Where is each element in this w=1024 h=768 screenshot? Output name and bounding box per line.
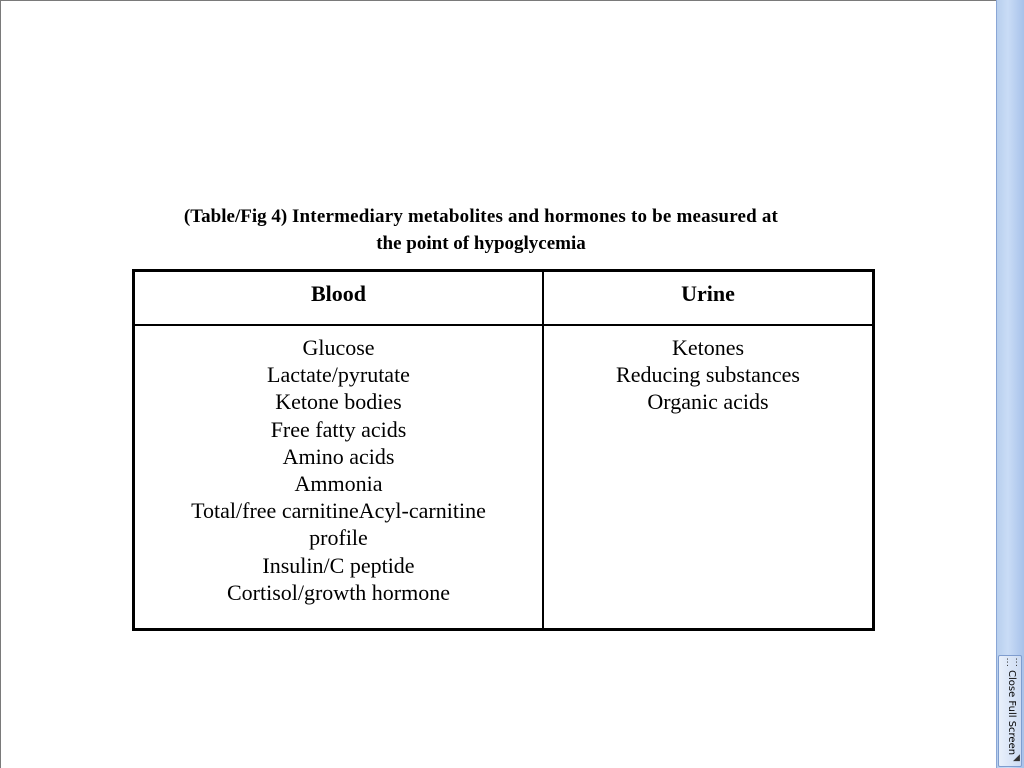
header-blood: Blood	[310, 281, 367, 306]
caption-line-1: Intermediary metabolites and hormones to be measured at	[291, 206, 779, 227]
blood-item: Ammonia	[294, 471, 383, 497]
caption-line-2: the point of hypoglycemia	[376, 233, 586, 254]
header-divider	[135, 324, 872, 326]
close-full-screen-button[interactable]	[998, 655, 1022, 767]
close-full-screen-label: Close Full Screen	[1006, 670, 1017, 756]
blood-item: Cortisol/growth hormone	[226, 579, 451, 605]
blood-item: Glucose	[302, 335, 375, 360]
urine-cell	[544, 334, 872, 416]
header-urine: Urine	[681, 281, 735, 306]
blood-item: Lactate/pyrutate	[267, 362, 410, 388]
blood-cell	[135, 334, 542, 606]
blood-item: Amino acids	[282, 443, 395, 469]
metabolites-table	[132, 269, 875, 631]
figure-caption	[101, 203, 861, 257]
right-toolbar	[996, 0, 1024, 768]
grip-icon: ⋮⋮	[1003, 658, 1021, 668]
blood-item: Ketone bodies	[275, 389, 402, 415]
blood-item: profile	[309, 525, 368, 551]
caption-prefix: (Table/Fig 4)	[183, 206, 288, 227]
urine-item: Reducing substances	[616, 362, 800, 388]
resize-corner-icon: ◢	[1013, 753, 1020, 763]
urine-item: Organic acids	[647, 389, 769, 415]
blood-item: Free fatty acids	[270, 416, 407, 442]
blood-item: Total/free carnitineAcyl-carnitine	[191, 498, 486, 524]
urine-item: Ketones	[671, 335, 745, 360]
blood-item: Insulin/C peptide	[262, 552, 415, 578]
